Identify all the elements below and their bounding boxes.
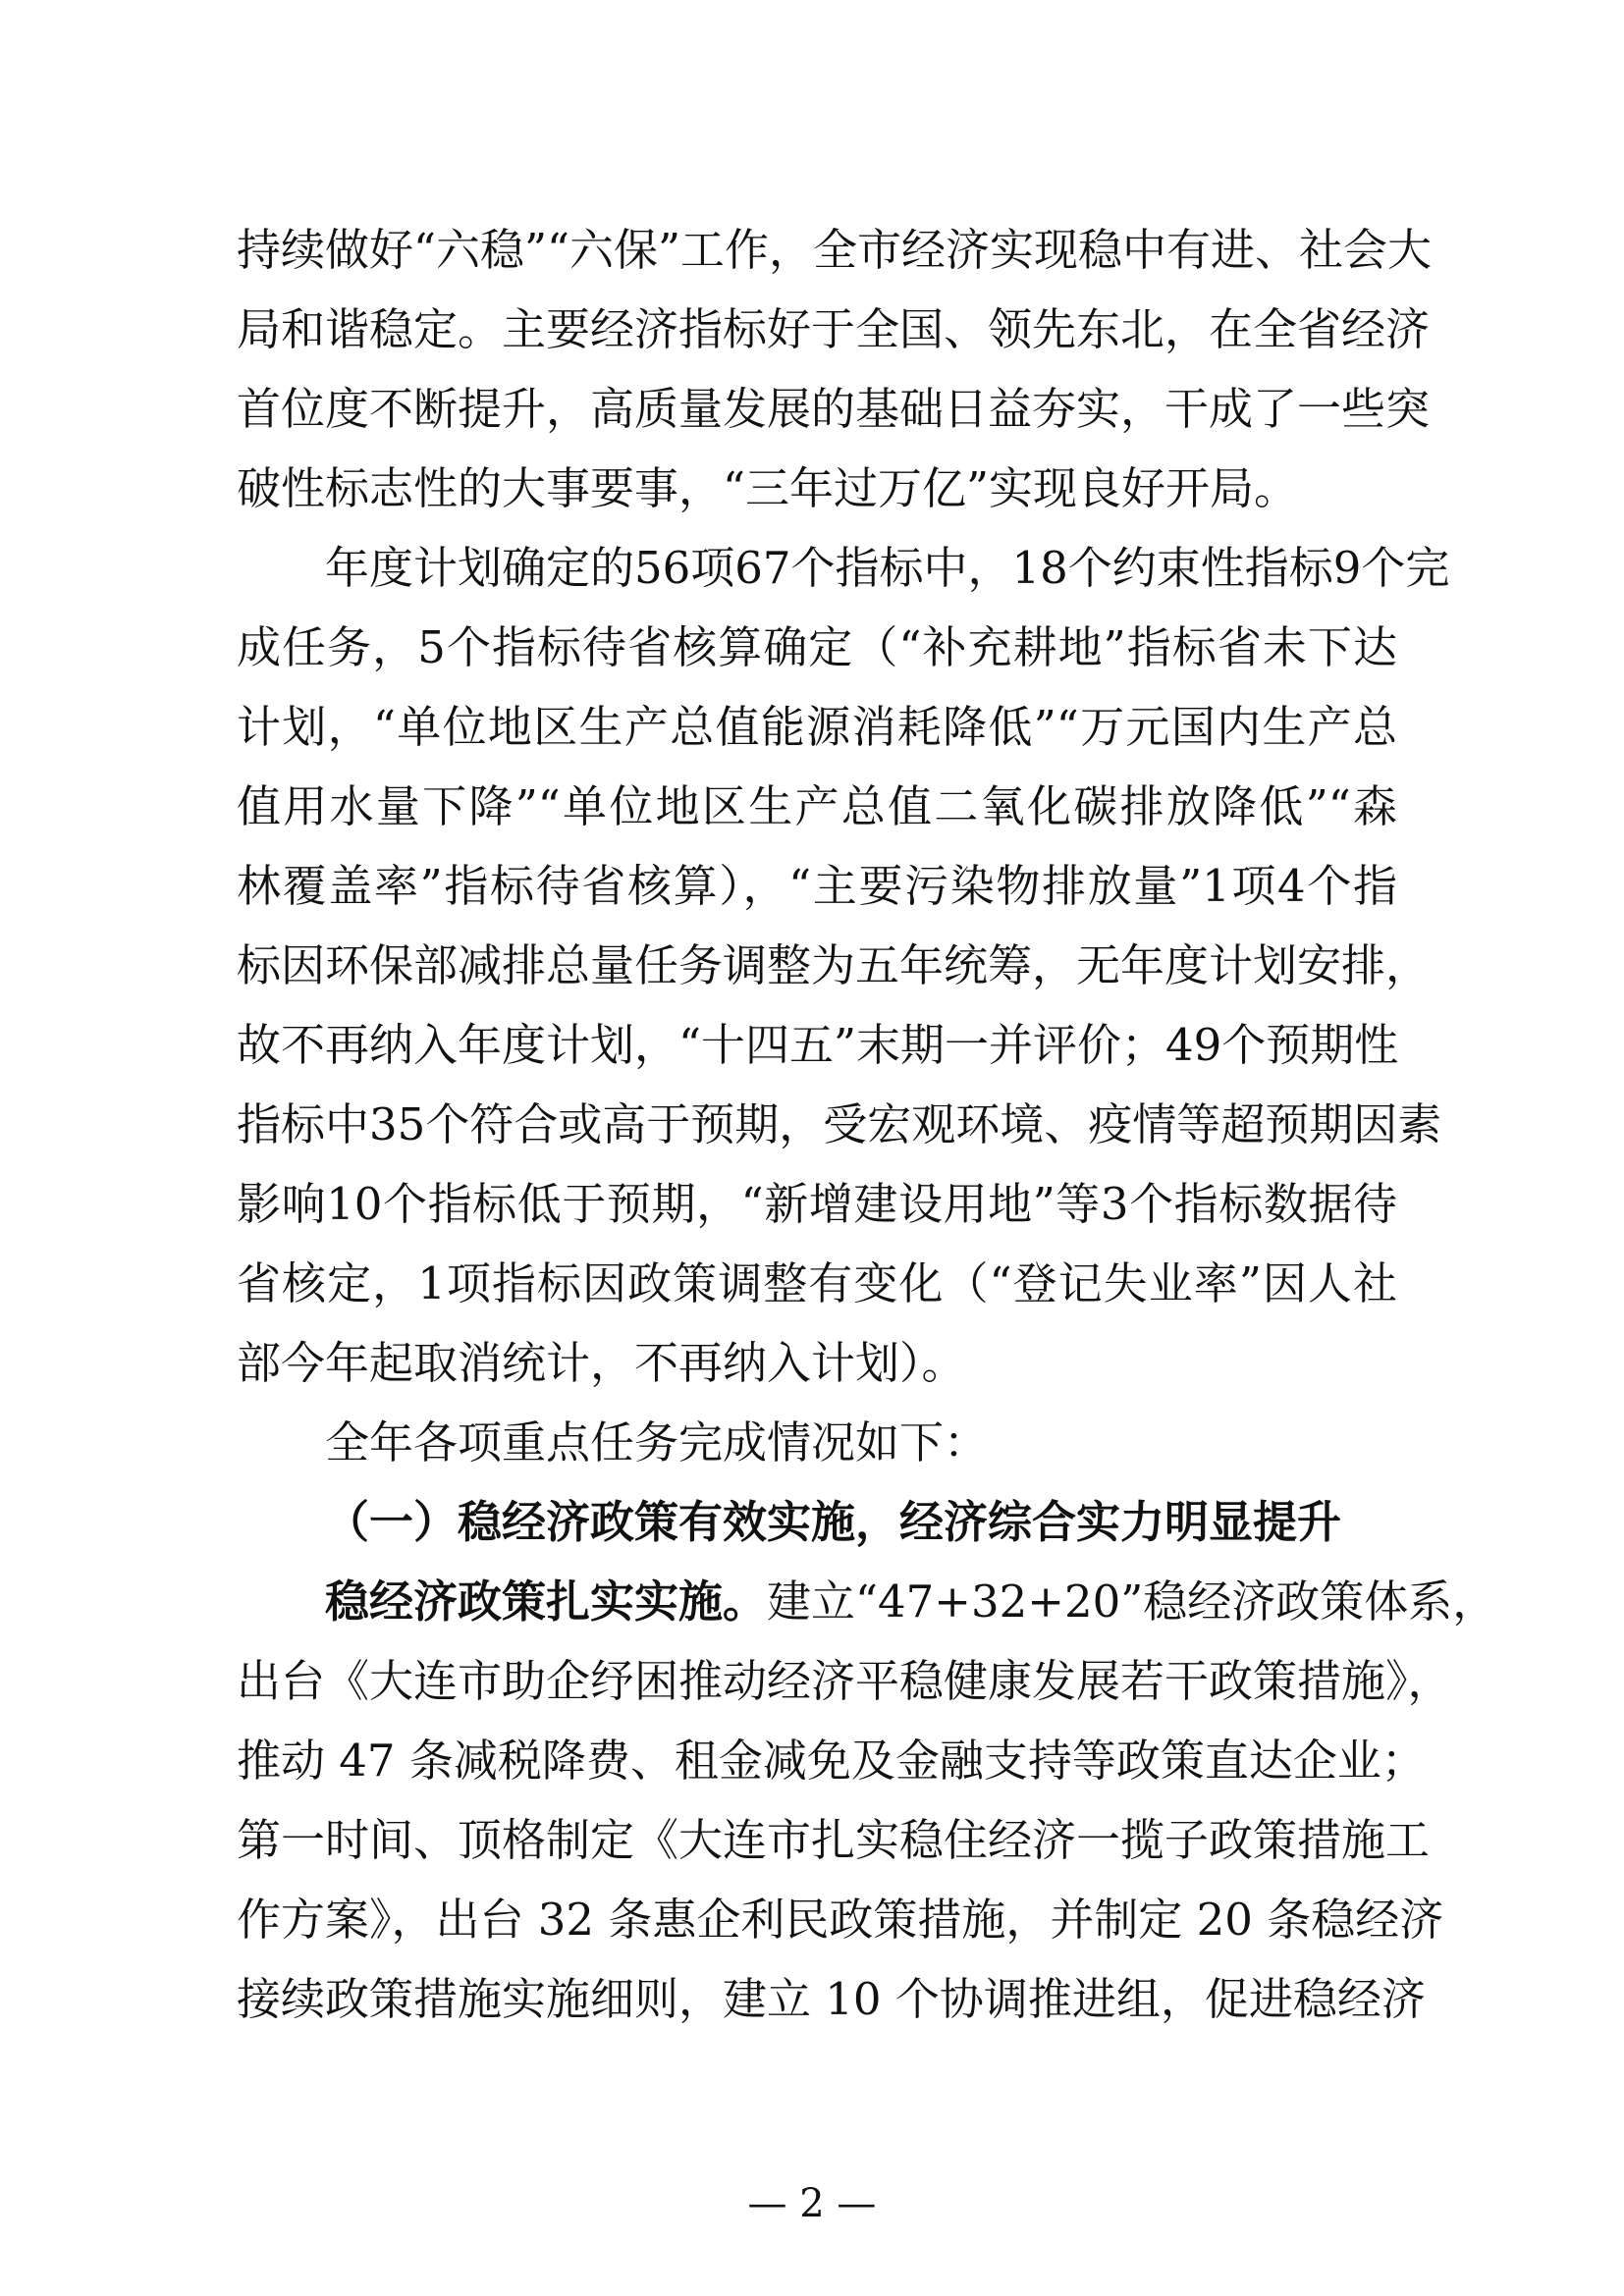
text-line: 首位度不断提升，高质量发展的基础日益夯实，干成了一些突 [237,383,1431,435]
text-line: 省核定，1项指标因政策调整有变化（“登记失业率”因人社 [237,1257,1397,1309]
text-line: 部今年起取消统计，不再纳入计划）。 [237,1337,966,1389]
text-line: 标因环保部减排总量任务调整为五年统筹，无年度计划安排， [237,939,1431,991]
text-line: 成任务，5个指标待省核算确定（“补充耕地”指标省未下达 [237,621,1397,673]
text-line: 指标中35个符合或高于预期，受宏观环境、疫情等超预期因素 [237,1098,1442,1150]
text-line: 林覆盖率”指标待省核算），“主要污染物排放量”1项4个指 [237,860,1397,912]
text-line: 破性标志性的大事要事，“三年过万亿”实现良好开局。 [237,462,1299,514]
text-line: 局和谐稳定。主要经济指标好于全国、领先东北，在全省经济 [237,303,1431,355]
text-span: 建立“47+32+20”稳经济政策体系， [767,1575,1497,1628]
text-line: 作方案》，出台 32 条惠企利民政策措施，并制定 20 条稳经济 [237,1894,1444,1946]
text-line: 出台《大连市助企纾困推动经济平稳健康发展若干政策措施》， [237,1655,1452,1707]
text-line: 推动 47 条减税降费、租金减免及金融支持等政策直达企业； [237,1735,1426,1787]
lead-in-bold: 稳经济政策扎实实施。 [325,1575,768,1628]
section-heading: （一）稳经济政策有效实施，经济综合实力明显提升 [325,1496,1342,1548]
text-line: 故不再纳入年度计划，“十四五”末期一并评价；49个预期性 [237,1019,1399,1071]
text-line: 计划，“单位地区生产总值能源消耗降低”“万元国内生产总 [237,701,1397,753]
text-line: 全年各项重点任务完成情况如下： [325,1416,989,1468]
text-line: 第一时间、顶格制定《大连市扎实稳住经济一揽子政策措施工 [237,1814,1431,1866]
page-number: — 2 — [747,2181,877,2226]
text-line: 年度计划确定的56项67个指标中，18个约束性指标9个完 [325,542,1450,594]
text-line: 持续做好“六稳”“六保”工作，全市经济实现稳中有进、社会大 [237,224,1433,276]
text-line [325,1573,1497,1631]
text-line: 接续政策措施实施细则，建立 10 个协调推进组，促进稳经济 [237,1973,1426,2025]
text-line: 值用水量下降”“单位地区生产总值二氧化碳排放降低”“森 [237,780,1397,832]
text-line: 影响10个指标低于预期，“新增建设用地”等3个指标数据待 [237,1178,1397,1230]
